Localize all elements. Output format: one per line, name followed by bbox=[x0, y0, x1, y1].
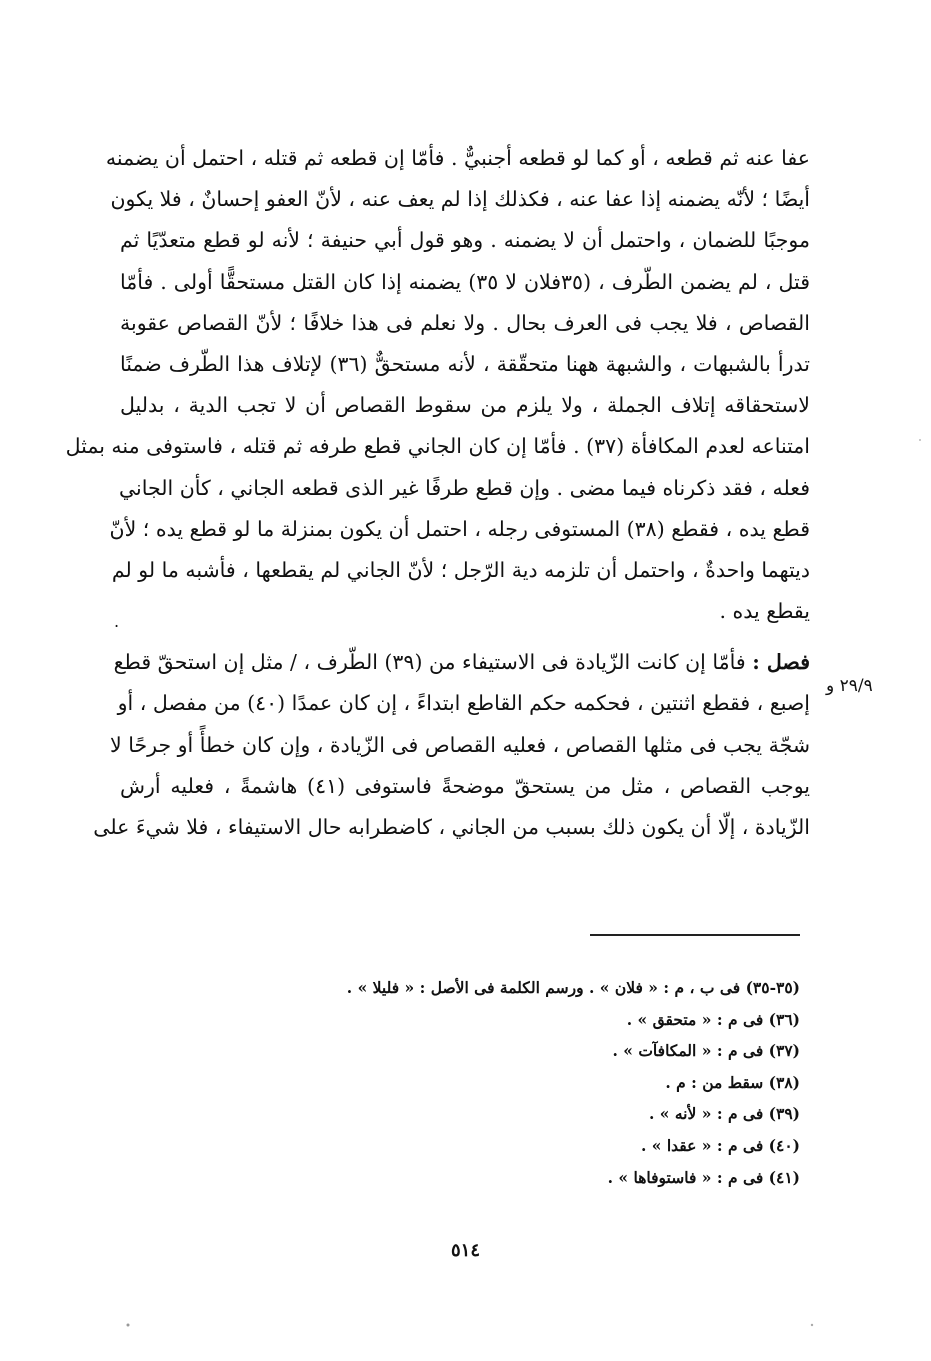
text-line: إصبع ، فقطع اثنتين ، فحكمه حكم القاطع ابتداءً ، إن كان عمدًا (٤٠) من مفصل ، أو bbox=[117, 691, 810, 716]
text-line: يقطع يده . bbox=[719, 599, 810, 624]
footnote: (٣٧) فى م : « المكافآت » . bbox=[612, 1041, 800, 1061]
text-line: القصاص ، فلا يجب فى العرف بحال . ولا نعلم فى هذا خلافًا ؛ لأنّ القصاص عقوبة bbox=[120, 310, 810, 335]
scan-speck bbox=[127, 1324, 130, 1327]
text-line: لاستحقاقه إتلاف الجملة ، ولا يلزم من سقوط القصاص أن لا تجب الدية ، بدليل bbox=[120, 393, 810, 418]
text-line: موجبًا للضمان ، واحتمل أن لا يضمنه . وهو قول أبي حنيفة ؛ لأنه لو قطع متعدّيًا ثم bbox=[120, 228, 810, 253]
scan-speck bbox=[811, 1324, 813, 1326]
section-label: فصل : bbox=[752, 650, 810, 675]
text-line: يوجب القصاص ، مثل من يستحقّ موضحةً فاستوفى (٤١) هاشمةً ، فعليه أرش bbox=[120, 773, 810, 798]
margin-mark: . bbox=[114, 612, 120, 631]
section-first-line: فأمّا إن كانت الزّيادة فى الاستيفاء من (٣٩) الطّرف ، / مثل إن استحقّ قطع bbox=[113, 650, 746, 675]
margin-folio-reference: ٢٩/٩ و bbox=[826, 676, 873, 696]
text-line: عفا عنه ثم قطعه ، أو كما لو قطعه أجنبيٌّ . فأمّا إن قطعه ثم قتله ، احتمل أن يضمنه bbox=[105, 146, 810, 170]
text-line: ديتهما واحدةٌ ، واحتمل أن تلزمه دية الرّجل ؛ لأنّ الجاني لم يقطعها ، فأشبه ما لو لم bbox=[111, 557, 810, 582]
text-line: أيضًا ؛ لأنّه يضمنه إذا عفا عنه ، فكذلك إذا لم يعف عنه ، لأنّ العفو إحسانٌ ، فلا يكون bbox=[110, 187, 810, 212]
footnote: (٣٥-٣٥) فى ب ، م : « فلان » . ورسم الكلمة فى الأصل : « فليلا » . bbox=[346, 978, 800, 997]
footnote: (٣٦) فى م : « متحقق » . bbox=[626, 1009, 800, 1029]
text-line: شجّة يجب فى مثلها القصاص ، فعليه القصاص فى الزّيادة ، وإن كان خطأً أو جرحًا لا bbox=[110, 732, 810, 757]
footnote: (٣٩) فى م : « لأنه » . bbox=[649, 1104, 800, 1124]
text-line: امتناعه لعدم المكافأة (٣٧) . فأمّا إن كان الجاني قطع طرفه ثم قتله ، فاستوفى منه بمثل bbox=[65, 434, 810, 459]
text-line: قطع يده ، فقطع (٣٨) المستوفى رجله ، احتمل أن يكون بمنزلة ما لو قطع يده ؛ لأنّ bbox=[109, 516, 810, 541]
text-line: فعله ، فقد ذكرناه فيما مضى . وإن قطع طرفًا غير الذى قطعه الجاني ، كأن الجاني bbox=[118, 475, 810, 500]
text-line: قتل ، لم يضمن الطّرف ، (٣٥فلان لا ٣٥) يضمنه إذا كان القتل مستحقًّا أولى . فأمّا bbox=[120, 269, 810, 294]
footnote: (٤١) فى م : « فاستوفاها » . bbox=[607, 1167, 800, 1187]
scan-speck bbox=[919, 439, 921, 441]
text-line: الزّيادة ، إلّا أن يكون ذلك بسبب من الجاني ، كاضطرابه حال الاستيفاء ، فلا شيءَ على bbox=[93, 815, 810, 839]
page-number: ٥١٤ bbox=[450, 1240, 480, 1261]
footnote: (٤٠) فى م : « عقدا » . bbox=[640, 1135, 800, 1155]
text-line: تدرأ بالشبهات ، والشبهة ههنا متحقّقة ، لأنه مستحقٌّ (٣٦) لإتلاف هذا الطّرف ضمنًا bbox=[120, 351, 810, 376]
footnote: (٣٨) سقط من : م . bbox=[665, 1072, 800, 1092]
